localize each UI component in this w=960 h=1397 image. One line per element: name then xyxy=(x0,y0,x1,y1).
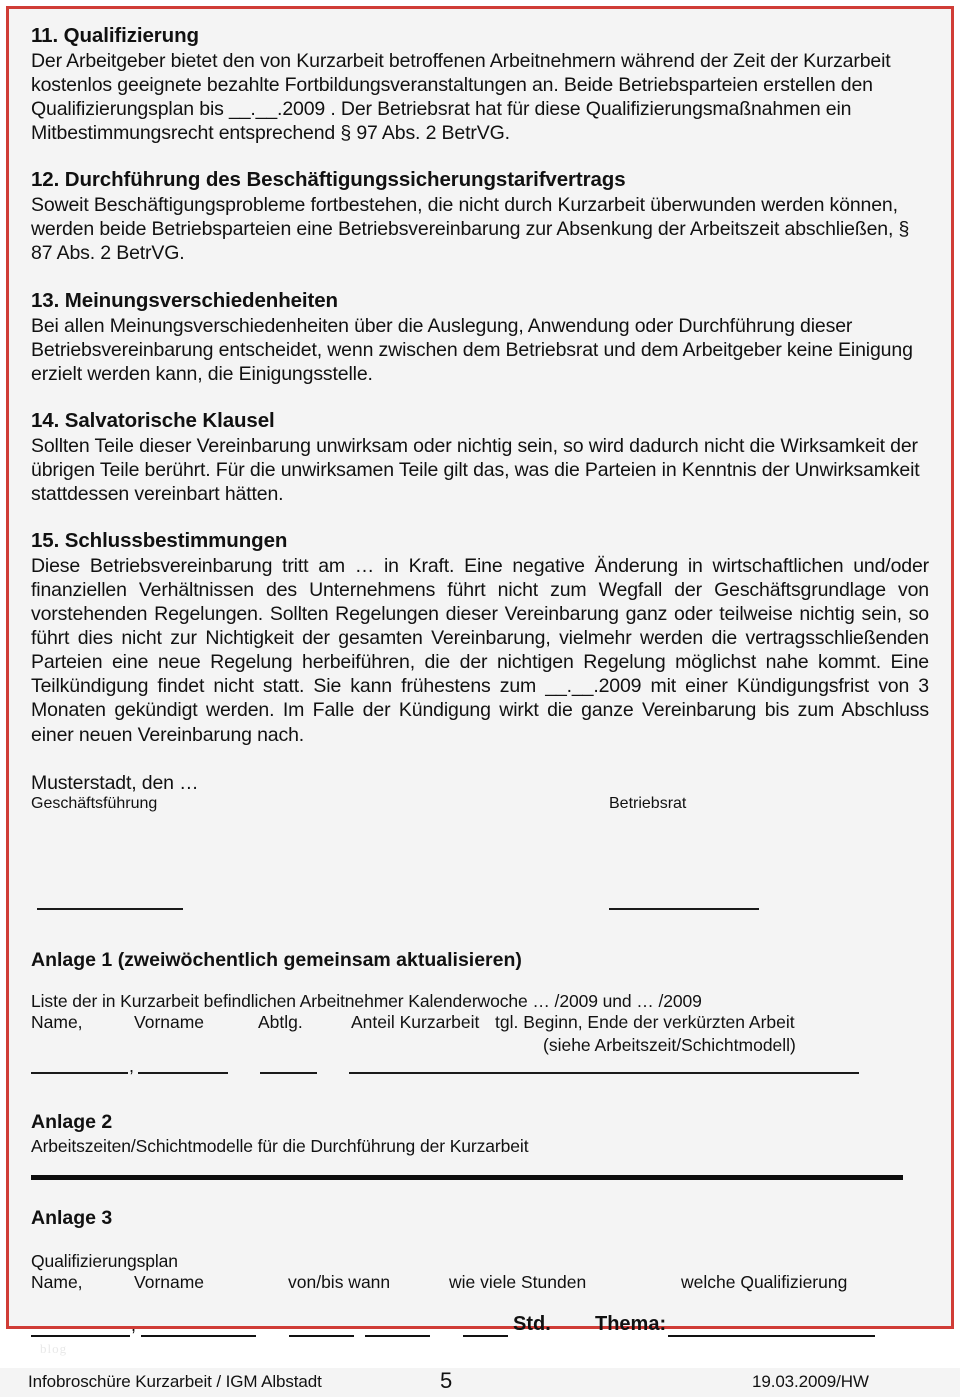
anlage-1-blank-vorname xyxy=(138,1072,228,1074)
section-13-heading: 13. Meinungsverschiedenheiten xyxy=(31,288,338,312)
footer-page-number: 5 xyxy=(440,1368,453,1393)
section-14-heading: 14. Salvatorische Klausel xyxy=(31,408,275,432)
section-14 xyxy=(31,408,929,506)
anlage-1-blank-row xyxy=(31,1058,929,1084)
section-13-body: Bei allen Meinungsverschiedenheiten über die Auslegung, Anwendung oder Durchführung dieser Betriebsvereinbarung entscheidet, wenn zwischen dem Betriebsrat und dem Arbeitgeber keine Einigung erzielt werden kann, die Einigungsstelle. xyxy=(31,314,913,385)
signature-left-party-label: Geschäftsführung xyxy=(31,794,158,812)
section-11 xyxy=(31,23,929,145)
signature-lines-row xyxy=(31,902,929,922)
signature-block xyxy=(31,771,929,922)
section-14-body: Sollten Teile dieser Vereinbarung unwirksam oder nichtig sein, so wird dadurch nicht die Wirksamkeit der übrigen Teile berührt. Für die unwirksamen Teile gilt das, was die Parteien in Kenntnis der Unwirksamkeit stattdessen vereinbart hätten. xyxy=(31,434,920,505)
anlage-3-blank-name xyxy=(31,1335,130,1337)
anlage-1-intro: Liste der in Kurzarbeit befindlichen Arbeitnehmer Kalenderwoche … /2009 und … /2009 xyxy=(31,991,702,1012)
section-15-heading: 15. Schlussbestimmungen xyxy=(31,529,288,553)
anlage-1-column-note-row xyxy=(31,1035,929,1058)
anlage-3-column-headers xyxy=(31,1272,929,1295)
anlage-1-col-anteil: Anteil Kurzarbeit xyxy=(351,1012,480,1033)
anlage-3-blank-stunden xyxy=(463,1335,508,1337)
anlage-1 xyxy=(31,948,929,1084)
page-watermark: blog xyxy=(40,1341,68,1356)
anlage-3-blank-bis xyxy=(365,1335,430,1337)
anlage-1-blank-name xyxy=(31,1072,128,1074)
anlage-3-col-vorname: Vorname xyxy=(134,1271,205,1292)
anlage-1-col-beginn: tgl. Beginn, Ende der verkürzten Arbeit xyxy=(495,1012,795,1033)
anlage-1-blank-beginn xyxy=(527,1072,859,1074)
anlage-1-col-abtlg: Abtlg. xyxy=(258,1012,303,1033)
signature-line-left xyxy=(37,908,183,910)
anlage-1-blank-abtlg xyxy=(260,1072,317,1074)
anlage-3-col-stunden: wie viele Stunden xyxy=(449,1271,587,1292)
anlage-3-heading: Anlage 3 xyxy=(31,1206,113,1229)
signature-place-date: Musterstadt, den … xyxy=(31,771,199,794)
signature-parties-row xyxy=(31,795,929,820)
page-footer xyxy=(0,1368,960,1397)
anlage-1-col-vorname: Vorname xyxy=(134,1012,205,1033)
anlage-1-blank-anteil xyxy=(349,1072,527,1074)
anlage-3-blank-row xyxy=(31,1313,929,1347)
section-15-body: Diese Betriebsvereinbarung tritt am … in Kraft. Eine negative Änderung in wirtschaftlichen und/oder finanziellen Verhältnissen des Unternehmens führt nicht zum Wegfall der Geschäftsgrundlage von vorstehenden Regelungen. Sollten Regelungen dieser Vereinbarung ganz oder teilweise nichtig sein, so führt dies nicht zur Nichtigkeit der gesamten Vereinbarung, vielmehr werden die vertragsschließenden Parteien eine neue Regelung herbeiführen, die der nichtigen Regelung möglichst nahe kommt. Eine Teilkündigung findet nicht statt. Sie kann frühestens zum __.__.2009 mit einer Kündigungsfrist von 3 Monaten gekündigt werden. Im Falle der Kündigung wirkt die ganze Vereinbarung bis zum Abschluss einer neuen Vereinbarung nach. xyxy=(31,555,929,746)
section-13 xyxy=(31,288,929,386)
footer-source-label: Infobroschüre Kurzarbeit / IGM Albstadt xyxy=(28,1372,322,1391)
section-12-heading: 12. Durchführung des Beschäftigungssicherungstarifvertrags xyxy=(31,168,626,192)
anlage-2-heading: Anlage 2 xyxy=(31,1111,113,1134)
section-11-body: Der Arbeitgeber bietet den von Kurzarbeit betroffenen Arbeitnehmern während der Zeit der Kurzarbeit kostenlos geeignete bezahlte Fortbildungsveranstaltungen an. Beide Betriebsparteien erstellen den Qualifizierungsplan bis __.__.2009 . Der Betriebsrat hat für diese Qualifizierungsmaßnahmen ein Mitbestimmungsrecht entsprechend § 97 Abs. 2 BetrVG. xyxy=(31,50,891,145)
anlage-3-blank-thema xyxy=(668,1335,875,1337)
anlage-3-hours-label: Std. xyxy=(513,1312,551,1335)
document-page-body xyxy=(31,23,929,1347)
signature-line-right xyxy=(609,908,759,910)
anlage-3-col-vonbis: von/bis wann xyxy=(288,1271,391,1292)
anlage-divider-rule xyxy=(31,1175,903,1180)
anlage-3 xyxy=(31,1206,929,1347)
document-red-frame xyxy=(6,6,954,1335)
anlage-1-heading: Anlage 1 (zweiwöchentlich gemeinsam aktualisieren) xyxy=(31,948,522,971)
section-15 xyxy=(31,528,929,747)
anlage-1-column-note: (siehe Arbeitszeit/Schichtmodell) xyxy=(543,1035,796,1056)
anlage-3-topic-label: Thema: xyxy=(595,1312,667,1335)
anlage-1-col-name: Name, xyxy=(31,1012,83,1033)
anlage-3-blank-von xyxy=(289,1335,354,1337)
section-12-body: Soweit Beschäftigungsprobleme fortbestehen, die nicht durch Kurzarbeit überwunden werden können, werden beide Betriebsparteien eine Betriebsvereinbarung zur Absenkung der Arbeitszeit abschließen, § 87 Abs. 2 BetrVG. xyxy=(31,194,910,265)
section-11-heading: 11. Qualifizierung xyxy=(31,24,199,47)
anlage-3-col-qualifiz: welche Qualifizierung xyxy=(681,1271,848,1292)
anlage-3-comma: , xyxy=(131,1314,137,1335)
anlage-2 xyxy=(31,1110,929,1179)
section-12 xyxy=(31,167,929,265)
anlage-2-body: Arbeitszeiten/Schichtmodelle für die Durchführung der Kurzarbeit xyxy=(31,1135,529,1156)
anlage-3-subtitle: Qualifizierungsplan xyxy=(31,1250,178,1271)
footer-date-label: 19.03.2009/HW xyxy=(752,1372,869,1391)
anlage-1-comma: , xyxy=(129,1056,135,1077)
anlage-1-column-headers xyxy=(31,1012,929,1035)
anlage-3-blank-vorname xyxy=(141,1335,256,1337)
anlage-3-col-name: Name, xyxy=(31,1271,83,1292)
signature-right-party-label: Betriebsrat xyxy=(609,794,687,812)
